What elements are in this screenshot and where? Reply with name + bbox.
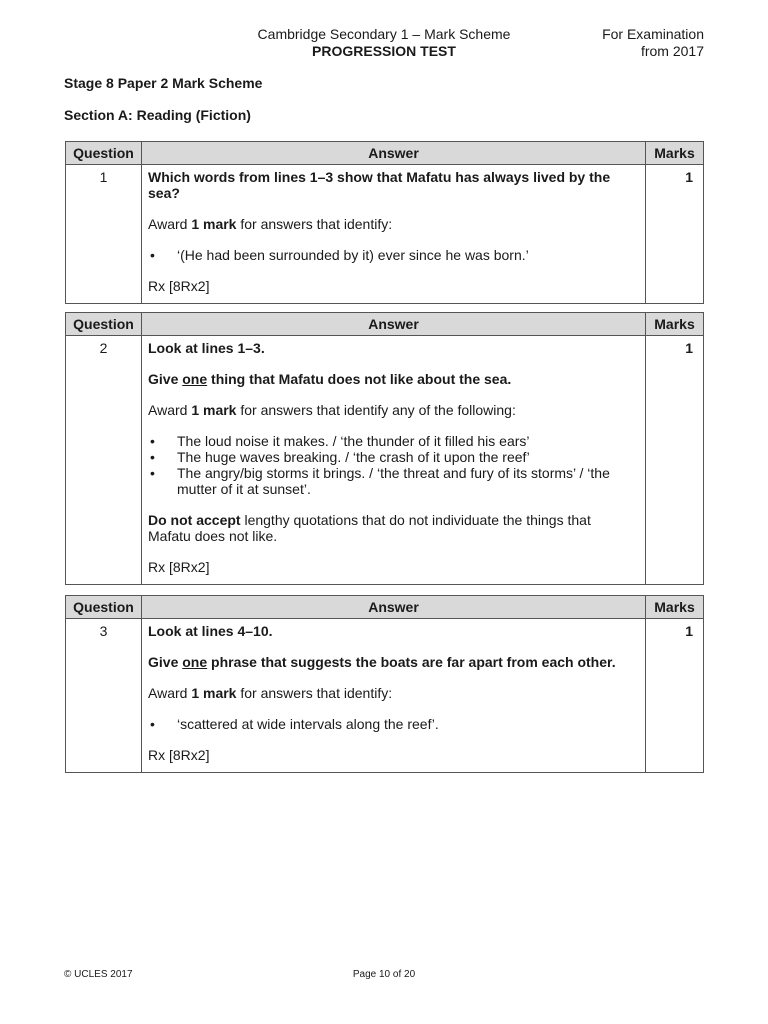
bullet-icon: •	[150, 433, 155, 449]
table-header-row	[66, 596, 704, 619]
question-table-3	[65, 595, 704, 773]
footer-page-number: Page 10 of 20	[352, 969, 416, 980]
list-item: • The angry/big storms it brings. / ‘the threat and fury of its storms’ / ‘the mutter of it at sunset’.	[150, 465, 610, 497]
answer-list	[148, 247, 635, 263]
stage-title: Stage 8 Paper 2 Mark Scheme	[64, 75, 263, 91]
answer-cell	[142, 165, 646, 304]
question-number: 1	[66, 165, 142, 304]
bullet-icon: •	[150, 465, 155, 481]
bullet-icon: •	[150, 247, 155, 263]
header-scheme-title: Cambridge Secondary 1 – Mark Scheme	[257, 26, 511, 42]
question-number: 2	[66, 336, 142, 585]
list-item: • ‘(He had been surrounded by it) ever since he was born.’	[150, 247, 529, 263]
question-task: Give one thing that Mafatu does not like about the sea.	[148, 371, 512, 387]
question-prompt: Which words from lines 1–3 show that Mafatu has always lived by the sea?	[148, 169, 611, 201]
header-question: Question	[66, 596, 142, 619]
header-answer: Answer	[142, 313, 646, 336]
header-marks: Marks	[646, 313, 704, 336]
question-prompt: Look at lines 1–3.	[148, 340, 265, 356]
page-header	[200, 26, 568, 60]
header-exam-info	[602, 26, 704, 60]
question-task: Give one phrase that suggests the boats are far apart from each other.	[148, 654, 616, 670]
header-answer: Answer	[142, 142, 646, 165]
bullet-icon: •	[150, 449, 155, 465]
list-item: • The loud noise it makes. / ‘the thunder of it filled his ears’	[150, 433, 530, 449]
reference-code: Rx [8Rx2]	[148, 747, 210, 763]
header-question: Question	[66, 313, 142, 336]
list-item: • The huge waves breaking. / ‘the crash of it upon the reef’	[150, 449, 530, 465]
table-row	[66, 336, 704, 585]
table-row	[66, 165, 704, 304]
question-number: 3	[66, 619, 142, 773]
award-text: Award 1 mark for answers that identify:	[148, 685, 393, 701]
answer-list	[148, 716, 635, 732]
list-item: • ‘scattered at wide intervals along the reef’.	[150, 716, 439, 732]
header-marks: Marks	[646, 596, 704, 619]
bullet-icon: •	[150, 716, 155, 732]
answer-cell	[142, 619, 646, 773]
table-header-row	[66, 142, 704, 165]
header-marks: Marks	[646, 142, 704, 165]
header-answer: Answer	[142, 596, 646, 619]
table-header-row	[66, 313, 704, 336]
header-question: Question	[66, 142, 142, 165]
question-table-2	[65, 312, 704, 585]
table-row	[66, 619, 704, 773]
question-table-1	[65, 141, 704, 304]
answer-cell	[142, 336, 646, 585]
reference-code: Rx [8Rx2]	[148, 559, 210, 575]
marks-value: 1	[646, 165, 704, 304]
header-exam-year: from 2017	[640, 43, 704, 59]
section-title: Section A: Reading (Fiction)	[64, 107, 251, 123]
reference-code: Rx [8Rx2]	[148, 278, 210, 294]
award-text: Award 1 mark for answers that identify any of the following:	[148, 402, 516, 418]
answer-list	[148, 433, 635, 497]
question-prompt: Look at lines 4–10.	[148, 623, 273, 639]
award-text: Award 1 mark for answers that identify:	[148, 216, 393, 232]
header-test-title: PROGRESSION TEST	[312, 43, 456, 59]
marking-note: Do not accept lengthy quotations that do not individuate the things that Mafatu does not like.	[148, 512, 591, 544]
marks-value: 1	[646, 336, 704, 585]
footer-copyright: © UCLES 2017	[64, 969, 133, 980]
header-exam-label: For Examination	[602, 26, 704, 42]
marks-value: 1	[646, 619, 704, 773]
